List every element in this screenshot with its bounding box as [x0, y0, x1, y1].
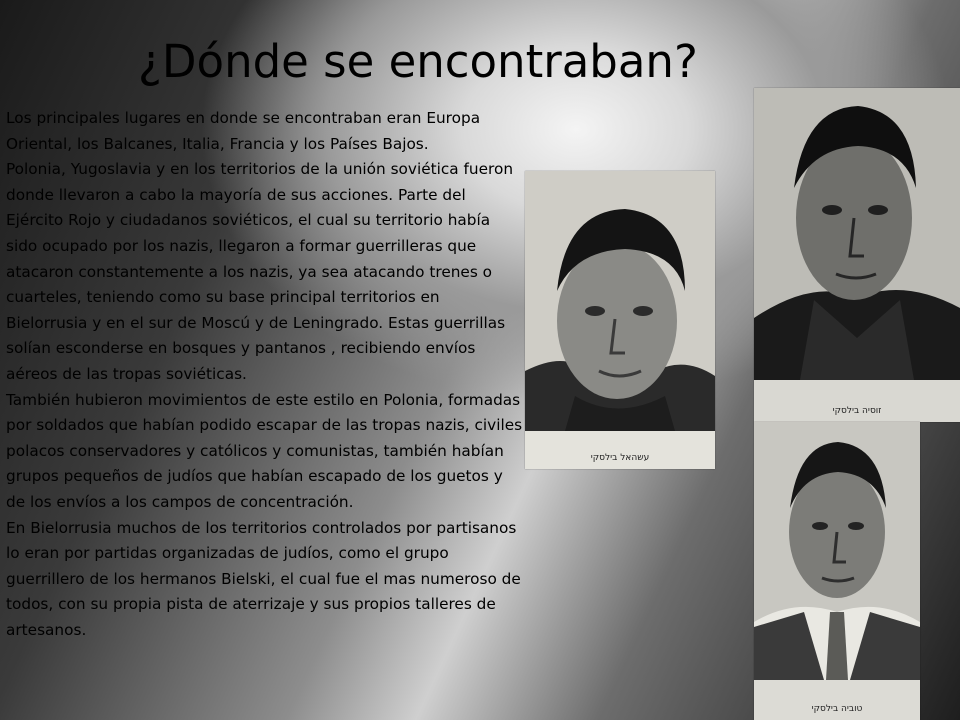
portrait-photo-zus [754, 88, 960, 422]
photo-caption: זוסיה בילסקי [832, 406, 882, 416]
slide-body [6, 106, 524, 643]
body-paragraph: Los principales lugares en donde se encontraban eran Europa Oriental, los Balcanes, Italia, Francia y los Países Bajos. [6, 109, 481, 153]
body-paragraph: Polonia, Yugoslavia y en los territorios de la unión soviética fueron donde llevaron a cabo la mayoría de sus acciones. Parte del Ejército Rojo y ciudadanos soviéticos, el cual su territorio había sido ocupado por los nazis, llegaron a formar guerrilleras que atacaron constantemente a los nazis, ya sea atacando trenes o cuarteles, teniendo como su base principal territorios en Bielorrusia y en el sur de Moscú y de Leningrado. Estas guerrillas solían esconderse en bosques y pantanos , recibiendo envíos aéreos de las tropas soviéticas. [6, 160, 514, 383]
portrait-photo-tuvia [754, 422, 920, 720]
portrait-photo-ashael [525, 171, 715, 469]
body-paragraph: También hubieron movimientos de este estilo en Polonia, formadas por soldados que habían podido escapar de las tropas nazis, civiles polacos conservadores y católicos y comunistas, también habían grupos pequeños de judíos que habían escapado de los guetos y de los envíos a los campos de concentración. [6, 390, 523, 511]
photo-caption: טוביה בילסקי [811, 704, 863, 714]
body-paragraph: En Bielorrusia muchos de los territorios controlados por partisanos lo eran por partidas organizadas de judíos, como el grupo guerrillero de los hermanos Bielski, el cual fue el mas numeroso de todos, con su propia pista de aterrizaje y sus propios talleres de artesanos. [6, 518, 521, 639]
photo-caption: עשהאל בילסקי [590, 453, 650, 463]
slide-title: ¿Dónde se encontraban? [138, 35, 698, 88]
